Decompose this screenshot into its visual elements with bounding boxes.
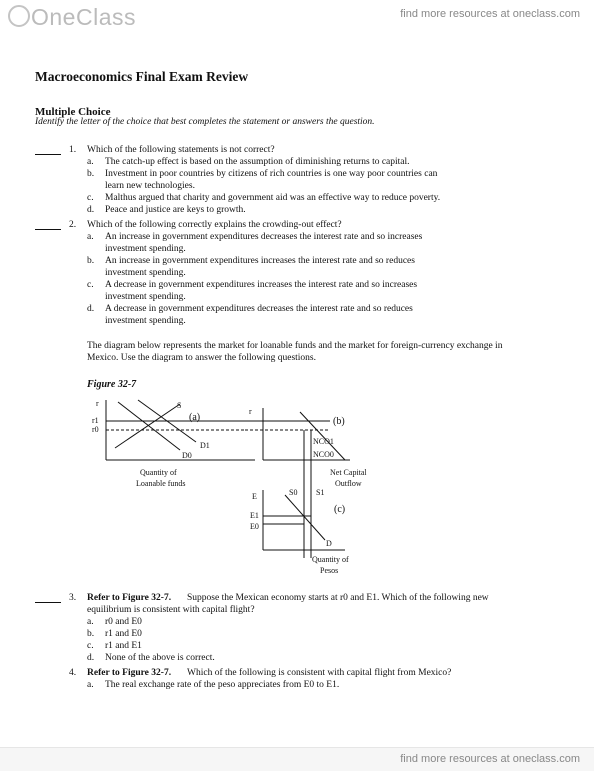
label-s1: S1 [316, 488, 325, 497]
label-s: S [177, 401, 182, 410]
label-outflow: Outflow [335, 479, 362, 488]
label-qlf-1: Quantity of [140, 468, 177, 477]
label-e: E [252, 492, 257, 501]
diagram-intro-line2: Mexico. Use the diagram to answer the following questions. [87, 353, 317, 363]
demand-curve-pesos [285, 495, 325, 540]
page-title: Macroeconomics Final Exam Review [35, 69, 249, 84]
section-heading: Multiple Choice [35, 106, 111, 118]
answer-blank[interactable] [35, 220, 61, 230]
figure-32-7-diagram [0, 390, 594, 590]
instructions: Identify the letter of the choice that best completes the statement or answers the question. [35, 117, 375, 127]
diagram-intro-line1: The diagram below represents the market for loanable funds and the market for foreign-currency exchange in [87, 341, 503, 351]
answer-blank[interactable] [35, 145, 61, 155]
panel-c-label: (c) [334, 504, 346, 515]
label-qlf-2: Loanable funds [136, 479, 186, 488]
label-nco1: NCO1 [313, 437, 334, 446]
label-qp-2: Pesos [320, 566, 339, 575]
label-qp-1: Quantity of [312, 555, 349, 564]
label-e0: E0 [250, 522, 259, 531]
oneclass-logo[interactable]: OneClass [8, 4, 136, 31]
logo-circle-icon [8, 5, 30, 27]
label-e1: E1 [250, 511, 259, 520]
label-d1: D1 [200, 441, 210, 450]
label-r-b: r [249, 407, 252, 416]
label-r0: r0 [92, 425, 99, 434]
answer-blank[interactable] [35, 593, 61, 603]
label-s0: S0 [289, 488, 298, 497]
supply-curve-s [115, 404, 180, 448]
demand-curve-d0 [118, 402, 180, 450]
label-nco0: NCO0 [313, 450, 334, 459]
footer-tagline[interactable]: find more resources at oneclass.com [400, 753, 580, 765]
label-r-a: r [96, 399, 99, 408]
header-tagline[interactable]: find more resources at oneclass.com [400, 8, 580, 20]
panel-a-label: (a) [189, 412, 201, 423]
label-net-capital: Net Capital [330, 468, 367, 477]
label-d-pesos: D [326, 539, 332, 548]
label-d0: D0 [182, 451, 192, 460]
panel-b-label: (b) [333, 416, 345, 427]
figure-caption: Figure 32-7 [87, 379, 137, 390]
label-r1: r1 [92, 416, 99, 425]
